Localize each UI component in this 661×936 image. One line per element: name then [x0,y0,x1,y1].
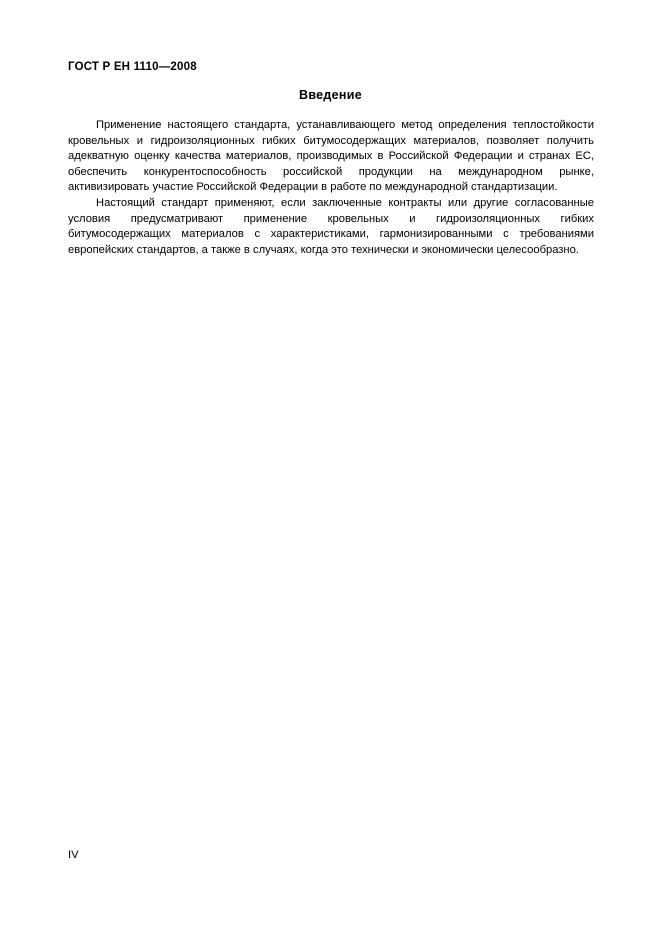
standard-designation-header: ГОСТ Р ЕН 1110—2008 [68,61,197,73]
section-title: Введение [299,88,362,102]
page-number: IV [68,849,79,861]
body-text [68,118,594,258]
paragraph-2: Настоящий стандарт применяют, если заключенные контракты или другие согласованные условия предусматривают применение кровельных и гидроизоляционных гибких битумосодержащих материалов с характеристиками, гармонизированными с требованиями европейских стандартов, а также в случаях, когда это технически и экономически целесообразно. [68,196,594,256]
paragraph-1: Применение настоящего стандарта, устанавливающего метод определения теплостойкости кровельных и гидроизоляционных гибких битумосодержащих материалов, позволяет получить адекватную оценку качества материалов, производимых в Российской Федерации и странах ЕС, обеспечить конкурентоспособность российской продукции на международном рынке, активизировать участие Российской Федерации в работе по международной стандартизации. [68,119,594,194]
